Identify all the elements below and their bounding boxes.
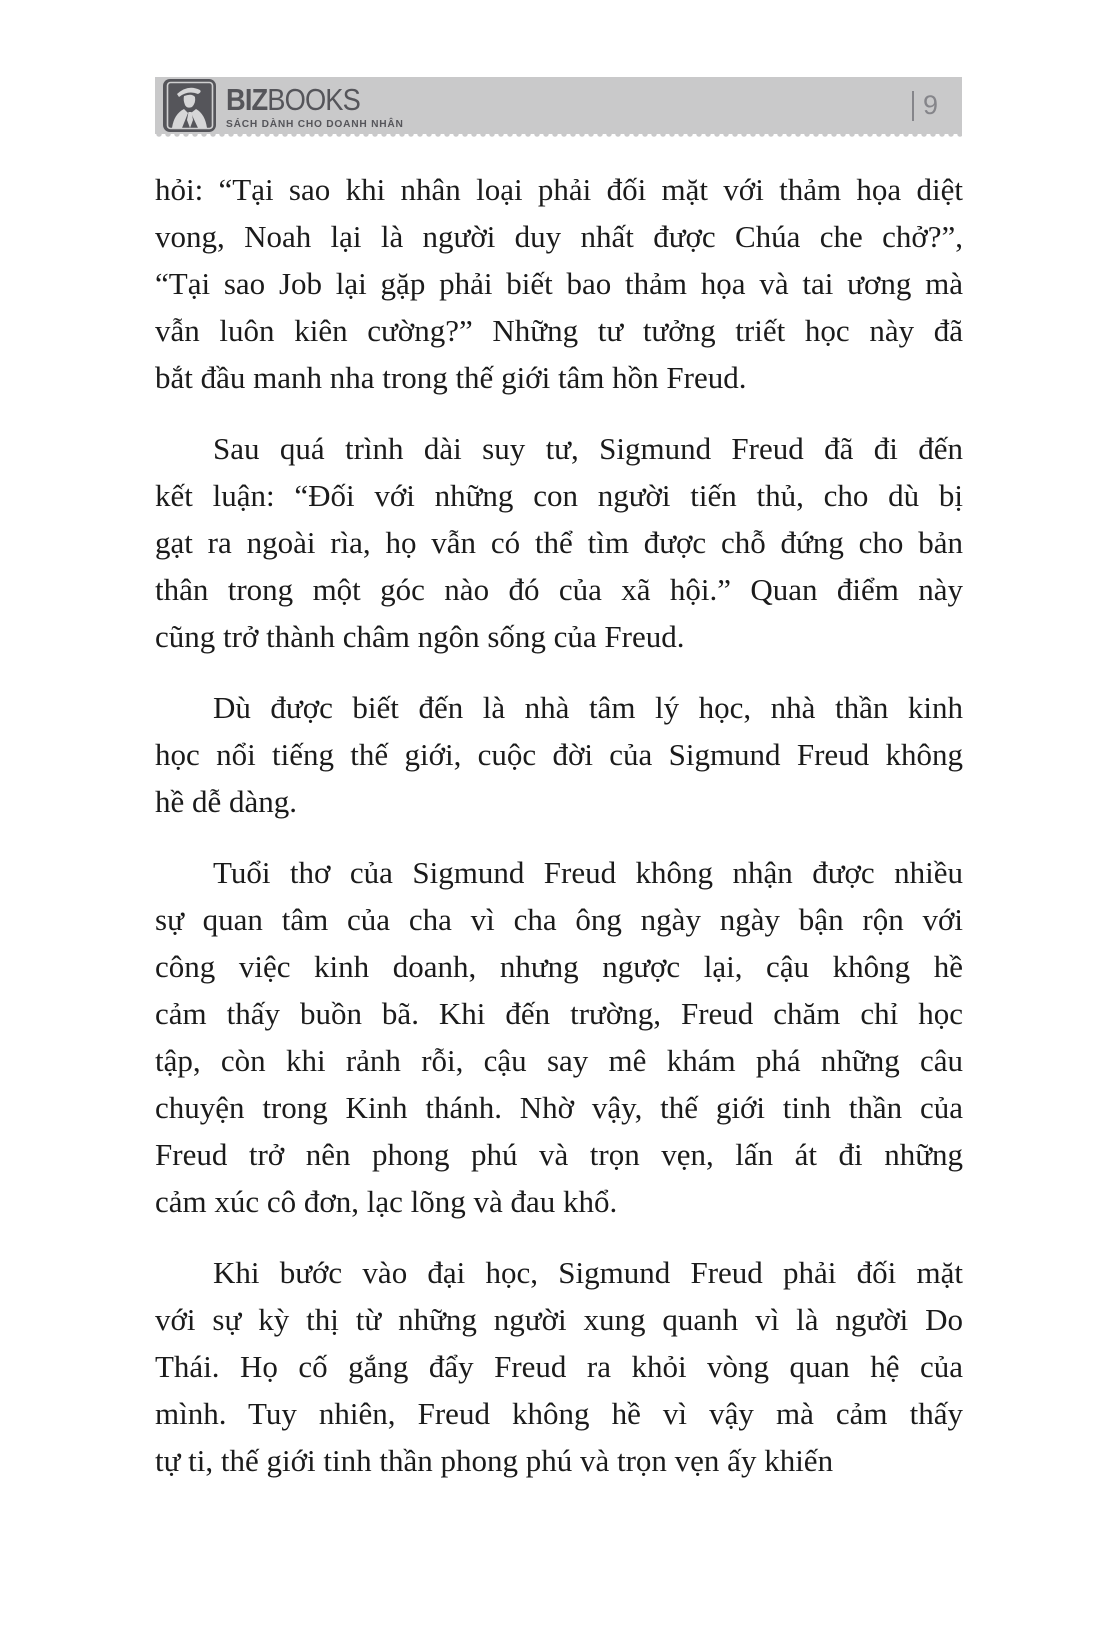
text-line: tự ti, thế giới tinh thần phong phú và trọn vẹn ấy khiến [155, 1443, 834, 1478]
text-line: kết luận: “Đối với những con người tiến thủ, cho dù bị [155, 478, 963, 513]
text-line: hỏi: “Tại sao khi nhân loại phải đối mặt với thảm họa diệt [155, 172, 963, 207]
text-line: Freud trở nên phong phú và trọn vẹn, lấn át đi những [155, 1137, 963, 1172]
page-number-value: 9 [922, 90, 938, 120]
brand-text-block [226, 81, 409, 130]
page-header [155, 77, 962, 134]
text-line: bắt đầu manh nha trong thế giới tâm hồn Freud. [155, 360, 747, 395]
paragraph [155, 166, 963, 401]
text-line: thân trong một góc nào đó của xã hội.” Quan điểm này [155, 572, 963, 607]
text-line: Thái. Họ cố gắng đẩy Freud ra khỏi vòng quan hệ của [155, 1349, 963, 1384]
text-line: hề dễ dàng. [155, 784, 298, 819]
text-line: mình. Tuy nhiên, Freud không hề vì vậy mà cảm thấy [155, 1396, 963, 1431]
text-line: chuyện trong Kinh thánh. Nhờ vậy, thế giới tinh thần của [155, 1090, 963, 1125]
text-line: Tuổi thơ của Sigmund Freud không nhận được nhiều [213, 855, 963, 890]
text-line: với sự kỳ thị từ những người xung quanh vì là người Do [155, 1302, 963, 1337]
bizbooks-logo-icon [162, 78, 217, 133]
text-line: Sau quá trình dài suy tư, Sigmund Freud đã đi đến [213, 431, 963, 466]
text-line: Dù được biết đến là nhà tâm lý học, nhà thần kinh [213, 690, 963, 725]
paragraph [155, 1249, 963, 1484]
text-line: sự quan tâm của cha vì cha ông ngày ngày bận rộn với [155, 902, 963, 937]
publisher-logo [162, 78, 409, 133]
text-line: vong, Noah lại là người duy nhất được Chúa che chở?”, [155, 219, 963, 254]
paragraph [155, 849, 963, 1225]
text-line: vẫn luôn kiên cường?” Những tư tưởng triết học này đã [155, 313, 963, 348]
brand-name-books: BOOKS [267, 82, 360, 117]
text-line: “Tại sao Job lại gặp phải biết bao thảm họa và tai ương mà [155, 266, 963, 301]
text-line: Khi bước vào đại học, Sigmund Freud phải đối mặt [213, 1255, 963, 1290]
text-line: học nổi tiếng thế giới, cuộc đời của Sigmund Freud không [155, 737, 963, 772]
text-line: công việc kinh doanh, nhưng ngược lại, cậu không hề [155, 949, 963, 984]
page-number-divider [912, 91, 914, 121]
brand-name [226, 82, 387, 117]
text-line: cũng trở thành châm ngôn sống của Freud. [155, 619, 685, 654]
brand-tagline: SÁCH DÀNH CHO DOANH NHÂN [226, 118, 404, 130]
page-number [912, 77, 938, 134]
paragraph [155, 684, 963, 825]
text-line: cảm thấy buồn bã. Khi đến trường, Freud chăm chỉ học [155, 996, 963, 1031]
text-line: cảm xúc cô đơn, lạc lõng và đau khổ. [155, 1184, 618, 1219]
brand-name-biz: BIZ [226, 82, 268, 117]
text-line: gạt ra ngoài rìa, họ vẫn có thể tìm được chỗ đứng cho bản [155, 525, 963, 560]
page-body-text [155, 166, 963, 1484]
paragraph [155, 425, 963, 660]
text-line: tập, còn khi rảnh rỗi, cậu say mê khám phá những câu [155, 1043, 963, 1078]
